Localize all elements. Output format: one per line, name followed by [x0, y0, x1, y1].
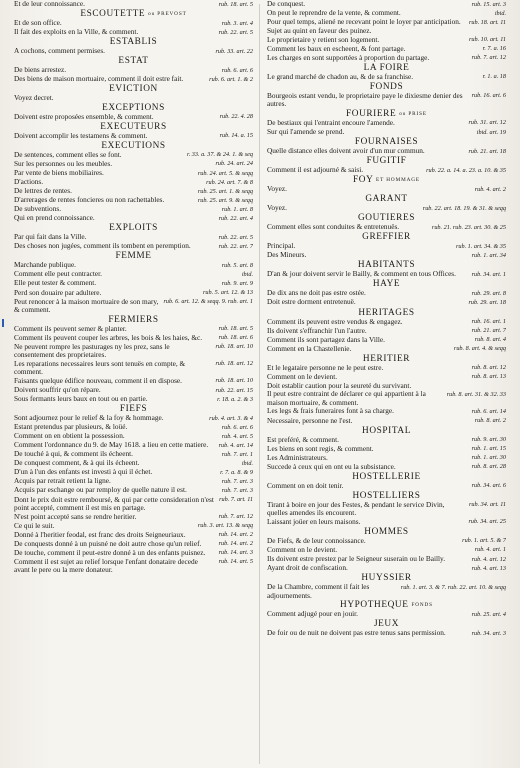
entry-reference: rub. 18. art. 5	[218, 0, 253, 8]
entry-text: De touche, comment il peut-estre donné à un des enfants puisnez.	[14, 547, 206, 557]
entry-reference: ibid.	[241, 459, 253, 467]
entry-reference: rub. 14. art. 5	[218, 558, 253, 566]
entry-reference: r. 18. a. 2. & 3	[217, 395, 253, 403]
entry-text: Peut renoncer à la maison mortuaire de son mary, & comment.	[14, 296, 159, 315]
heading-text: EXCEPTIONS	[102, 102, 165, 113]
index-entry	[14, 28, 253, 37]
index-entry	[14, 242, 253, 251]
index-heading	[267, 175, 506, 185]
entry-text: Elle peut tester & comment.	[14, 278, 97, 288]
entry-reference: rub. 14. a. 15	[219, 132, 253, 140]
entry-reference: rub. 8. art. 2	[474, 417, 506, 424]
entry-reference: rub. 8. art. 28	[471, 463, 506, 471]
entry-text: Comment ils peuvent couper les arbres, les bois & les haies, &c.	[14, 332, 203, 342]
entry-reference: rub. 24. art. 24	[215, 160, 253, 168]
heading-text: HAYE	[372, 279, 401, 290]
entry-reference: rub. 9. art. 30	[471, 436, 506, 444]
entry-reference: rub. 1. art. 5. & 7	[462, 537, 506, 545]
index-entry	[14, 169, 253, 178]
entry-reference: rub. 8. art. 13	[471, 373, 506, 381]
index-entry	[14, 298, 253, 315]
index-entry	[267, 166, 506, 175]
index-entry	[267, 583, 506, 600]
entry-reference: rub. 31. art. 12	[468, 119, 506, 127]
entry-reference: rub. 6. art. 6	[221, 423, 253, 431]
entry-text: Pour quel temps, aliené ne recevant point le loyer par anticipation.	[267, 17, 461, 27]
index-entry	[267, 417, 506, 426]
entry-reference: rub. 18. art. 10	[215, 377, 253, 385]
entry-reference: rub. 16. art. 1	[471, 318, 506, 326]
index-entry	[14, 558, 253, 575]
entry-reference: rub. 18. art. 10	[215, 343, 253, 351]
entry-reference: rub. 15. art. 3	[471, 0, 506, 8]
entry-text: De Fiefs, & de leur connoissance.	[267, 535, 366, 545]
entry-reference: ibid.	[494, 9, 506, 17]
entry-reference: rub. 7. art. 3	[221, 486, 253, 494]
entry-text: Doivent souffrir qu'on répare.	[14, 385, 101, 394]
entry-reference: rub. 8. art. 31. & 32. 33	[446, 390, 506, 398]
entry-reference: rub. 1. art. 15	[471, 445, 506, 453]
entry-text: Les charges en sont supportées à proportion du partage.	[267, 52, 430, 62]
heading-text: HOMMES	[364, 526, 409, 537]
entry-text: Estant pretendus par plusieurs, & loüé.	[14, 422, 128, 432]
entry-reference: rub. 21. rub. 23. art. 30. & 25	[431, 223, 506, 231]
entry-text: Perd son douaire par adultere.	[14, 287, 102, 297]
entry-text: D'arrerages de rentes foncieres ou non rachettables.	[14, 195, 165, 205]
entry-text: De la Chambre, comment il fait les adjournements.	[267, 582, 370, 600]
index-entry	[14, 214, 253, 223]
entry-text: Bourgeois estant vendu, le proprietaire paye le dixiesme denier des autres.	[267, 90, 463, 109]
entry-reference: rub. 34. art. 25	[468, 518, 506, 526]
entry-reference: r. 33. a. 37. & 24. 1. & seq	[186, 151, 253, 159]
entry-text: A cochons, comment permises.	[14, 46, 105, 56]
entry-text: De biens arrestez.	[14, 65, 67, 75]
heading-text: HABITANTS	[357, 260, 416, 271]
entry-reference: rub. 34. art. 1	[471, 270, 506, 278]
heading-text: FOY	[353, 175, 374, 186]
entry-text: Les reparations necessaires leurs sont tenuës en compte, & comment.	[14, 358, 186, 377]
heading-text: FIEFS	[119, 404, 148, 415]
index-heading	[267, 194, 506, 204]
index-entry	[267, 345, 506, 354]
entry-text: N'est point accepté sans se rendre heritier.	[14, 511, 137, 521]
entry-text: Comment elles sont conduites & entretenuës.	[267, 222, 400, 232]
entry-text: Laissant joüer en leurs maisons.	[267, 516, 361, 526]
entry-reference: rub. 6. art. 14	[471, 407, 506, 415]
heading-text: GARANT	[365, 194, 408, 205]
entry-text: Comment l'ordonnance du 9. de May 1618. a lieu en cette matiere.	[14, 440, 209, 450]
entry-reference: rub. 14. art. 3	[218, 549, 253, 557]
heading-text: HOSTELLIERS	[352, 490, 421, 501]
heading-text: JEUX	[373, 619, 400, 630]
entry-text: Et de son office.	[14, 18, 62, 28]
index-entry	[267, 463, 506, 472]
index-entry	[14, 132, 253, 141]
heading-text: HOSTELLERIE	[352, 471, 421, 482]
entry-text: Est preféré, & comment.	[267, 434, 339, 444]
heading-text: EXECUTEURS	[100, 121, 167, 132]
entry-reference: rub. 4. art. 1	[474, 546, 506, 554]
entry-reference: rub. 25. art. 4	[471, 610, 506, 618]
entry-reference: rub. 3. art. 4	[221, 19, 253, 27]
entry-text: Comment en la Chastellenie.	[267, 343, 352, 353]
entry-text: Ils doivent estre prestez par le Seigneur suserain ou le Bailly.	[267, 554, 446, 564]
entry-text: Comment il est adjourné & saisi.	[267, 165, 364, 175]
index-entry	[267, 92, 506, 109]
index-entry	[267, 270, 506, 279]
entry-reference: rub. 7. art. 11	[219, 496, 253, 504]
entry-reference: rub. 22. a. 14. a. 23. a. 10. & 35	[426, 166, 506, 174]
entry-reference: rub. 21. art. 18	[468, 147, 506, 155]
entry-reference: rub. 14. art. 2	[218, 540, 253, 548]
entry-reference: rub. 6. art. 6	[221, 66, 253, 74]
entry-text: Ce qui le suit.	[14, 520, 55, 530]
index-entry	[267, 128, 506, 137]
entry-reference: rub. 1. art. 34. & 35	[455, 242, 506, 250]
entry-text: Voyez.	[267, 203, 287, 213]
heading-text: GREFFIER	[362, 232, 411, 243]
entry-text: Ne peuvent rompre les pasturages ny les prez, sans le consentement des proprietaires.	[14, 341, 170, 360]
entry-reference: rub. 1. art. 30	[471, 454, 506, 462]
entry-reference: rub. 33. art. 22	[215, 47, 253, 55]
heading-text: HERITAGES	[358, 307, 415, 318]
entry-reference: rub. 8. art. 4	[474, 336, 506, 344]
entry-text: De subventions.	[14, 204, 62, 214]
entry-reference: rub. 18. art. 5	[218, 325, 253, 333]
entry-text: Sur qui l'amende se prend.	[267, 127, 345, 137]
entry-text: Qui en prend connoissance.	[14, 213, 95, 223]
entry-reference: rub. 16. art. 6	[471, 92, 506, 100]
entry-text: Sujet au quint en faveur des puinez.	[267, 26, 372, 36]
entry-reference: rub. 1. art. 3. & 7. rub. 22. art. 10. & seqq	[400, 583, 506, 591]
entry-reference: rub. 22. art. 7	[218, 242, 253, 250]
heading-text: LA FOIRE	[363, 62, 410, 73]
entry-text: De bestiaux qui l'entraint encoure l'amende.	[267, 117, 395, 127]
entry-text: Les biens en sont regis, & comment.	[267, 443, 374, 453]
entry-text: Le proprietaire y retient son logement.	[267, 34, 380, 44]
index-entry	[267, 251, 506, 260]
entry-reference: rub. 24. art. 5. & seqq	[197, 169, 253, 177]
entry-text: Tirant à boire en jour des Festes, & pendant le service Divin, quelles amendes ils encourent.	[267, 499, 445, 518]
entry-text: Sous fermants leurs baux en tout ou en partie.	[14, 394, 148, 404]
entry-reference: r. 1. a. 18	[482, 73, 506, 81]
entry-text: Comment les baux en escheent, & font partage.	[267, 43, 406, 53]
column-divider	[259, 4, 260, 764]
index-entry	[14, 496, 253, 513]
entry-text: D'an & jour doivent servir le Bailly, & comment en tous Offices.	[267, 269, 456, 279]
entry-reference: rub. 18. art. 11	[468, 18, 506, 26]
entry-reference: rub. 4. art. 12	[471, 555, 506, 563]
index-entry	[267, 390, 506, 407]
entry-reference: rub. 5. art. 8	[221, 261, 253, 269]
entry-text: Ayant droit de confiscation.	[267, 563, 348, 573]
entry-text: De dix ans ne doit pas estre ostée.	[267, 288, 366, 298]
entry-text: Dont le prix doit estre remboursé, & qui par cette consideration n'est point accepté, comment il est mis en partage.	[14, 494, 214, 513]
entry-text: Acquis par retrait retient la ligne.	[14, 476, 111, 486]
heading-subtext: ET HOMMAGE	[376, 177, 420, 184]
heading-text: ESTABLIS	[109, 37, 158, 48]
entry-reference: rub. 14. art. 2	[218, 531, 253, 539]
entry-text: Succede à ceux qui en ont eu la subsistance.	[267, 461, 396, 471]
entry-text: D'un à l'un des enfants est investi à qui il échet.	[14, 467, 153, 477]
heading-text: ESCOUTETTE	[80, 9, 146, 20]
entry-reference: rub. 1. art. 8	[221, 205, 253, 213]
index-entry	[267, 298, 506, 307]
entry-reference: r. 7. a. 8. & 9	[220, 468, 253, 476]
index-entry	[14, 395, 253, 404]
entry-reference: rub. 4. art. 14	[218, 441, 253, 449]
entry-reference: rub. 29. art. 8	[471, 289, 506, 297]
entry-text: Comment ils peuvent estre vendus & engagez.	[267, 316, 403, 326]
entry-reference: rub. 22. art. 15	[215, 386, 253, 394]
entry-reference: rub. 4. art. 13	[471, 564, 506, 572]
entry-text: Necessaire, personne ne l'est.	[267, 415, 353, 425]
index-entry	[14, 343, 253, 360]
entry-text: De conquest comment, & à qui ils écheent.	[14, 458, 140, 468]
entry-reference: rub. 7. art. 1	[221, 450, 253, 458]
entry-reference: rub. 25. art. 1. & seqq	[197, 187, 253, 195]
index-entry	[267, 564, 506, 573]
entry-text: Doivent estre proposées ensemble, & comment.	[14, 111, 154, 121]
heading-text: FOURNAISES	[354, 137, 419, 148]
index-column-right	[267, 0, 506, 768]
margin-ink-mark	[2, 319, 4, 327]
entry-reference: rub. 22. art. 5	[218, 233, 253, 241]
index-entry	[14, 0, 253, 9]
entry-text: Sur les personnes ou les meubles.	[14, 158, 113, 168]
heading-subtext: ou PREVOST	[148, 11, 187, 18]
entry-text: Doit establir caution pour la seureté du survivant.	[267, 380, 412, 390]
index-entry	[267, 501, 506, 518]
entry-reference: rub. 4. art. 2	[474, 185, 506, 193]
entry-reference: rub. 22. 4. 28	[219, 113, 253, 121]
entry-reference: r. 7. a. 16	[482, 45, 506, 53]
entry-reference: rub. 29. art. 18	[468, 298, 506, 306]
entry-text: Voyez.	[267, 184, 287, 194]
entry-text: Comment on le devient.	[267, 544, 338, 554]
entry-text: Comment on en obtient la possession.	[14, 431, 125, 441]
entry-text: Donné à l'heritier feodal, est franc des droits Seigneuriaux.	[14, 529, 186, 539]
entry-reference: rub. 18. art. 6	[218, 334, 253, 342]
heading-text: HYPOTHEQUE	[340, 600, 409, 611]
entry-text: Comment on le devient.	[267, 371, 338, 381]
entry-text: Il peut estre contraint de déclarer ce qui appartient à la maison mortuaire, & comment.	[267, 389, 426, 407]
entry-reference: rub. 6. art. 12. & seqq. 9. rub. art. 1	[163, 298, 253, 306]
entry-text: De conquests donné à un puisné ne doit autre chose qu'un relief.	[14, 538, 202, 548]
entry-text: Quelle distance elles doivent avoir d'un mur commun.	[267, 146, 425, 156]
index-entry	[267, 518, 506, 527]
entry-reference: rub. 34. art. 6	[471, 482, 506, 490]
entry-reference: rub. 7. art. 3	[221, 477, 253, 485]
index-entry	[14, 75, 253, 84]
entry-text: Le grand marché de chadon au, & de sa franchise.	[267, 71, 414, 81]
entry-reference: rub. 18. art. 12	[215, 360, 253, 368]
entry-text: Ils doivent s'effranchir l'un l'autre.	[267, 325, 367, 335]
entry-text: Les legs & frais funeraires font à sa charge.	[267, 406, 394, 416]
entry-text: De foir ou de nuit ne doivent pas estre tenus sans permission.	[267, 628, 446, 638]
index-entry	[267, 482, 506, 491]
entry-reference: rub. 7. art. 12	[471, 54, 506, 62]
index-entry	[267, 629, 506, 638]
heading-text: FOURIERE	[345, 108, 397, 119]
index-entry	[267, 204, 506, 213]
index-entry	[14, 360, 253, 377]
heading-subtext: FONDS	[411, 602, 433, 609]
heading-text: HUYSSIER	[361, 573, 412, 584]
entry-reference: rub. 3. art. 13. & seqq	[197, 522, 253, 530]
entry-reference: rub. 4. art. 3. & 4	[209, 414, 253, 422]
entry-text: Sont adjournez pour le relief & la foy & hommage.	[14, 413, 164, 423]
entry-reference: rub. 4. art. 5	[221, 432, 253, 440]
entry-text: Comment il est sujet au relief lorsque l'enfant donataire decede avant le pere ou la mere donateur.	[14, 556, 198, 575]
entry-text: Marchande publique.	[14, 260, 77, 270]
heading-text: ESTAT	[118, 56, 149, 67]
entry-reference: rub. 7. art. 12	[218, 513, 253, 521]
entry-text: On peut le reprendre de la vente, & comment.	[267, 8, 401, 18]
entry-text: Des biens de maison mortuaire, comment il doit estre fait.	[14, 74, 184, 84]
entry-text: Principal.	[267, 241, 296, 251]
entry-text: Doivent accomplir les testamens & comment.	[14, 130, 148, 140]
entry-text: Il fait des exploits en la Ville, & comment.	[14, 27, 139, 37]
heading-text: FUGITIF	[366, 156, 407, 167]
index-entry	[14, 47, 253, 56]
heading-subtext: ou PRISE	[399, 110, 427, 117]
heading-text: EXPLOITS	[109, 223, 158, 234]
entry-text: Des Mineurs.	[267, 250, 307, 260]
entry-text: Et le legataire personne ne le peut estre.	[267, 362, 384, 372]
heading-text: HERITIER	[362, 353, 411, 364]
entry-text: Acquis par eschange ou par remploy de quelle nature il est.	[14, 485, 187, 495]
entry-reference: rub. 34. art. 11	[468, 501, 506, 509]
entry-reference: rub. 34. art. 3	[471, 629, 506, 637]
entry-reference: rub. 22. art. 4	[218, 214, 253, 222]
entry-text: D'actions.	[14, 177, 44, 187]
entry-text: Les Administrateurs.	[267, 452, 328, 462]
entry-reference: rub. 25. art. 9. & seqq	[197, 196, 253, 204]
entry-text: De sentences, comment elles se font.	[14, 149, 122, 159]
entry-text: Doit estre dorment entretenuë.	[267, 297, 356, 307]
index-entry	[267, 610, 506, 619]
entry-text: Faisants quelque édifice nouveau, comment il en dispose.	[14, 375, 182, 385]
index-entry	[267, 73, 506, 82]
index-entry	[267, 147, 506, 156]
entry-text: Comment adjugé pour en jouir.	[267, 609, 358, 619]
index-heading	[267, 232, 506, 242]
entry-reference: rub. 21. art. 7	[471, 327, 506, 335]
entry-text: Comment elle peut contracter.	[14, 269, 102, 279]
heading-text: GOUTIERES	[357, 213, 416, 224]
entry-reference: rub. 1. art. 34	[471, 251, 506, 259]
index-entry	[267, 223, 506, 232]
entry-text: Comment on en doit tenir.	[267, 480, 344, 490]
entry-text: Des choses non jugées, comment ils tombent en peremption.	[14, 241, 191, 251]
entry-reference: ibid. art. 19	[476, 128, 506, 136]
entry-reference: rub. 8. art. 12	[471, 364, 506, 372]
index-entry	[267, 54, 506, 63]
entry-text: De conquest.	[267, 0, 306, 8]
entry-text: De touché à qui, & comment ils écheent.	[14, 449, 133, 459]
entry-text: Comment ils sont partagez dans la Ville.	[267, 334, 385, 344]
entry-text: Par qui fait dans la Ville.	[14, 232, 87, 242]
index-column-left	[14, 0, 253, 768]
index-entry	[14, 113, 253, 122]
entry-text: Et de leur connoissance.	[14, 0, 85, 8]
entry-reference: rub. 5. art. 12. & 13	[202, 289, 253, 297]
entry-reference: rub. 9. art. 9	[221, 279, 253, 287]
entry-reference: rub. 10. art. 11	[468, 36, 506, 44]
heading-text: EXECUTIONS	[101, 140, 166, 151]
entry-reference: rub. 8. art. 4. & seqq	[453, 345, 506, 353]
entry-text: Voyez decret.	[14, 93, 54, 103]
entry-reference: rub. 24. art. 7. & 8	[206, 178, 253, 186]
entry-text: De lettres de rentes.	[14, 186, 72, 196]
heading-text: FONDS	[369, 81, 404, 92]
entry-reference: rub. 22. art. 18. 19. & 31. & seqq	[422, 204, 506, 212]
entry-reference: rub. 22. art. 5	[218, 28, 253, 36]
heading-text: FEMME	[115, 251, 152, 262]
index-entry	[267, 185, 506, 194]
entry-reference: ibid.	[241, 270, 253, 278]
heading-text: FERMIERS	[108, 314, 159, 325]
entry-reference: rub. 6. art. 1. & 2	[209, 75, 253, 83]
heading-text: HOSPITAL	[362, 425, 411, 436]
heading-text: EVICTION	[109, 84, 158, 95]
entry-text: Par vente de biens mobiliaires.	[14, 168, 104, 178]
entry-text: Comment ils peuvent semer & planter.	[14, 323, 127, 333]
index-entry	[14, 94, 253, 103]
